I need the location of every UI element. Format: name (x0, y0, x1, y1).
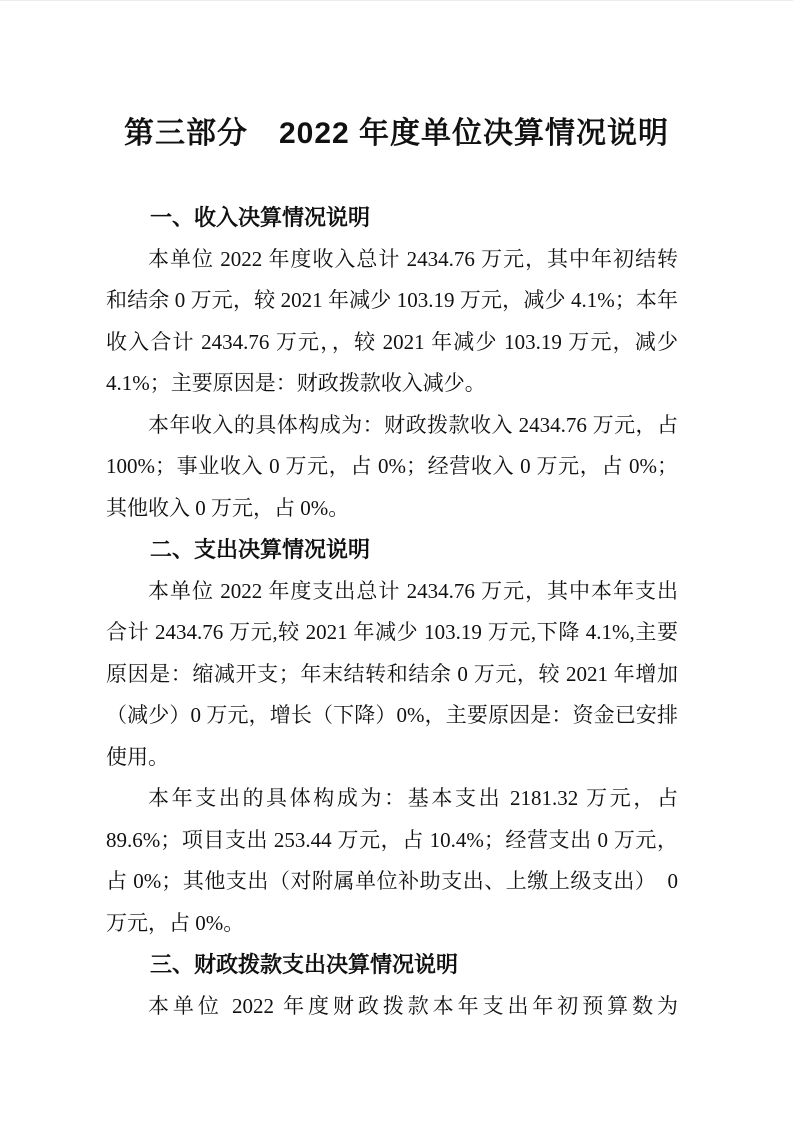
paragraph-expenditure-composition: 本年支出的具体构成为：基本支出 2181.32 万元，占 89.6%；项目支出 253.44 万元，占 10.4%；经营支出 0 万元，占 0%；其他支出（对附属单位补助支出、上缴上级支出） 0 万元，占 0%。 (106, 786, 678, 935)
document-body (106, 197, 678, 1027)
section-heading-expenditure: 二、支出决算情况说明 (150, 537, 371, 562)
paragraph-expenditure-total: 本单位 2022 年度支出总计 2434.76 万元，其中本年支出合计 2434.76 万元,较 2021 年减少 103.19 万元,下降 4.1%,主要原因是：缩减开支；年末结转和结余 0 万元，较 2021 年增加（减少）0 万元，增长（下降）0%，主要原因是：资金已安排使用。 (106, 578, 678, 769)
paragraph-fiscal-appropriation-intro: 本单位 2022 年度财政拨款本年支出年初预算数为 (148, 993, 678, 1018)
paragraph-income-total: 本单位 2022 年度收入总计 2434.76 万元，其中年初结转和结余 0 万元，较 2021 年减少 103.19 万元，减少 4.1%；本年收入合计 2434.76 万元，，较 2021 年减少 103.19 万元，减少 4.1%；主要原因是：财政拨款收入减少。 (106, 246, 678, 395)
paragraph-income-composition: 本年收入的具体构成为：财政拨款收入 2434.76 万元，占 100%；事业收入 0 万元，占 0%；经营收入 0 万元，占 0%；其他收入 0 万元，占 0%。 (106, 412, 678, 520)
section-heading-income: 一、收入决算情况说明 (150, 205, 371, 230)
document-title: 第三部分 2022 年度单位决算情况说明 (123, 117, 670, 150)
section-heading-fiscal-appropriation: 三、财政拨款支出决算情况说明 (150, 952, 459, 977)
